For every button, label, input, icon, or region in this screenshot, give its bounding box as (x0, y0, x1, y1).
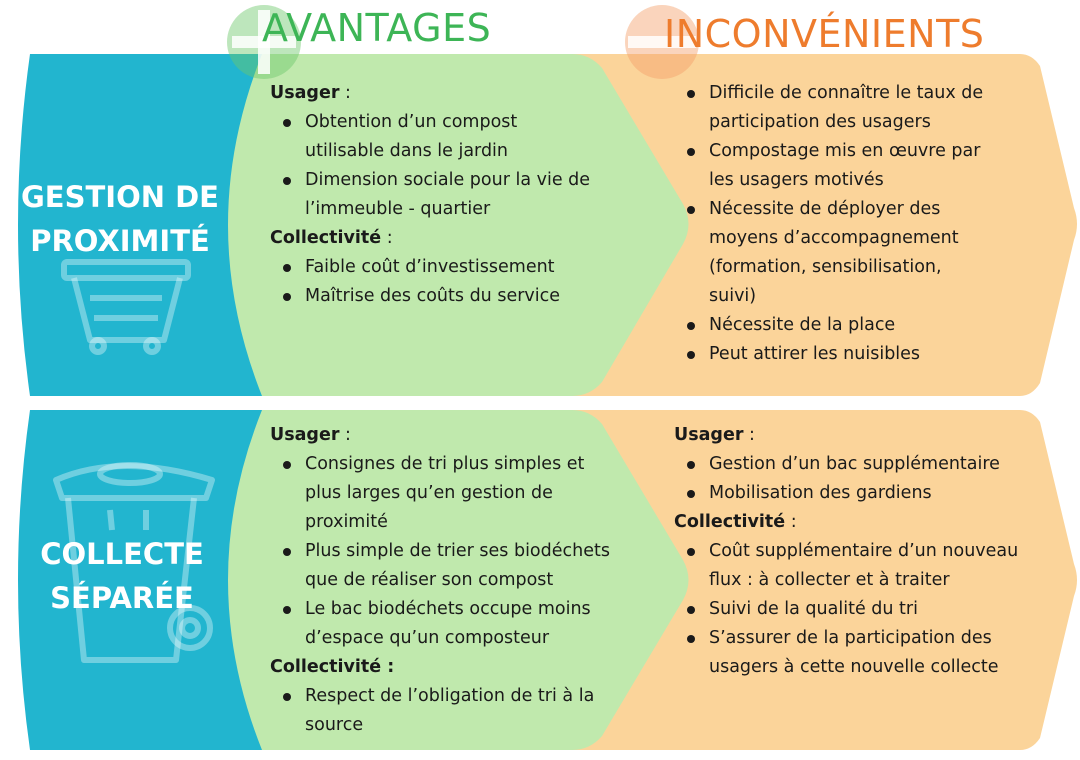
list (674, 450, 1014, 508)
list (270, 682, 620, 740)
category-line: GESTION DE (21, 180, 219, 214)
list (674, 537, 1019, 682)
list-item: Compostage mis en œuvre par les usagers motivés (709, 137, 989, 195)
group-heading: Collectivité : (270, 657, 395, 677)
list-item: Difficile de connaître le taux de participation des usagers (709, 79, 989, 137)
list-item: Respect de l’obligation de tri à la source (305, 682, 595, 740)
group-heading: Usager : (270, 425, 351, 445)
group-heading: Collectivité : (270, 228, 393, 248)
category-gestion-proximite (0, 175, 240, 263)
list (270, 450, 620, 653)
list-item: Consignes de tri plus simples et plus larges qu’en gestion de proximité (305, 450, 590, 537)
list-item: Faible coût d’investissement (305, 253, 620, 282)
list-item: Mobilisation des gardiens (709, 479, 1014, 508)
row1-avantages (270, 79, 620, 311)
list-item: S’assurer de la participation des usagers à cette nouvelle collecte (709, 624, 999, 682)
category-line: COLLECTE (40, 537, 204, 571)
list-item: Gestion d’un bac supplémentaire (709, 450, 1014, 479)
list-item: Maîtrise des coûts du service (305, 282, 620, 311)
list-item: Suivi de la qualité du tri (709, 595, 1014, 624)
list (270, 253, 620, 311)
list-item: Coût supplémentaire d’un nouveau flux : à collecter et à traiter (709, 537, 1019, 595)
category-line: SÉPARÉE (50, 581, 194, 615)
category-collecte-separee (2, 532, 242, 620)
category-line: PROXIMITÉ (30, 224, 210, 258)
list-item: Le bac biodéchets occupe moins d’espace qu’un composteur (305, 595, 595, 653)
row2-inconvenients (674, 421, 1019, 682)
group-heading: Usager : (270, 83, 351, 103)
list (270, 108, 620, 224)
list-item: Dimension sociale pour la vie de l’immeuble - quartier (305, 166, 595, 224)
row2-avantages (270, 421, 620, 740)
list-item: Obtention d’un compost utilisable dans le jardin (305, 108, 535, 166)
header-avantages: AVANTAGES (262, 6, 492, 50)
list-item: Nécessite de la place (709, 311, 994, 340)
group-heading: Usager : (674, 425, 755, 445)
group-heading: Collectivité : (674, 512, 797, 532)
row1-inconvenients (674, 79, 994, 369)
list-item: Peut attirer les nuisibles (709, 340, 994, 369)
header-inconvenients: INCONVÉNIENTS (664, 12, 985, 56)
list-item: Nécessite de déployer des moyens d’accompagnement (formation, sensibilisation, suivi) (709, 195, 994, 311)
list-item: Plus simple de trier ses biodéchets que de réaliser son compost (305, 537, 615, 595)
list (674, 79, 994, 369)
